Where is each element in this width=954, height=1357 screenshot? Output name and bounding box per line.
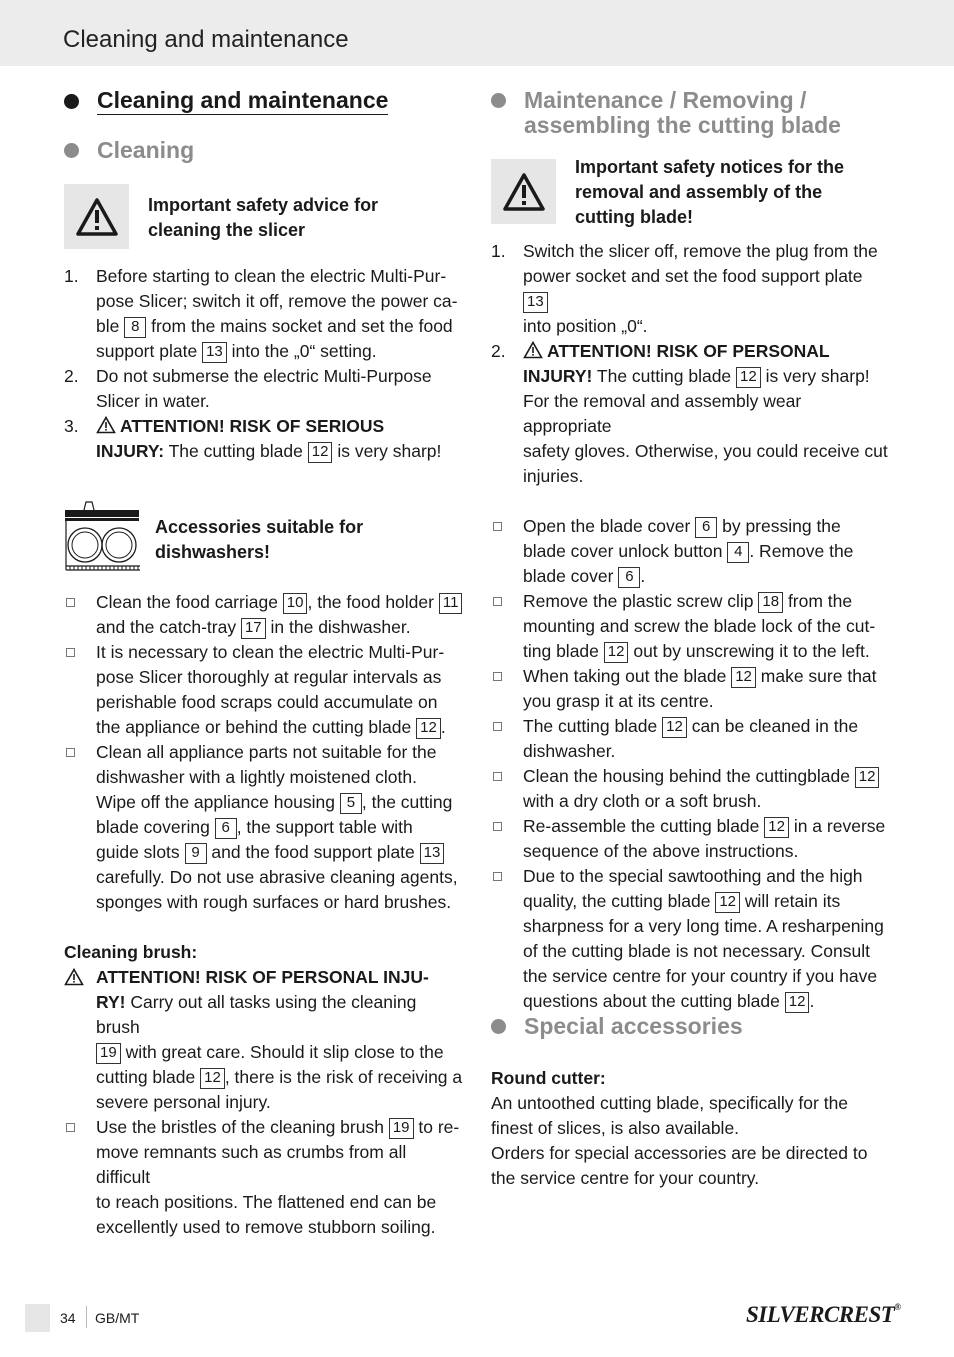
- part-ref-badge: 8: [124, 317, 146, 338]
- checkbox-square-icon: [66, 648, 75, 657]
- blade-steps-list: [491, 239, 891, 1014]
- warning-icon-box: [491, 159, 556, 224]
- checkbox-square-icon: [493, 672, 502, 681]
- round-cutter-section: Round cutter: An untoothed cutting blade, specifically for the finest of slices, is also available. Orders for special accessories are be directed to the service centre for your country.: [491, 1066, 891, 1191]
- list-item: Re-assemble the cutting blade 12 in a reverse sequence of the above instructions.: [491, 814, 891, 864]
- part-ref-badge: 12: [200, 1068, 225, 1089]
- checkbox-square-icon: [493, 772, 502, 781]
- checkbox-square-icon: [66, 748, 75, 757]
- round-cutter-heading: Round cutter:: [491, 1068, 606, 1088]
- warning-icon-box: [64, 184, 129, 249]
- footer-divider: [86, 1306, 87, 1328]
- part-ref-badge: 6: [618, 567, 640, 588]
- list-item: 2. ATTENTION! RISK OF PERSONAL INJURY! The cutting blade 12 is very sharp! For the removal and assembly wear appropriate safety gloves. Otherwise, you could receive cut injuries.: [491, 341, 888, 486]
- bullet-dot-icon: [64, 94, 79, 109]
- cleaning-brush-heading: Cleaning brush:: [64, 942, 198, 962]
- checkbox-square-icon: [493, 522, 502, 531]
- part-ref-badge: 9: [185, 843, 207, 864]
- list-item: Remove the plastic screw clip 18 from the mounting and screw the blade lock of the cut- ting blade 12 out by unscrewing it to the left.: [491, 589, 891, 664]
- list-item: Clean the housing behind the cuttingblade 12 with a dry cloth or a soft brush.: [491, 764, 891, 814]
- section-heading-cleaning-maintenance: Cleaning and maintenance: [64, 88, 388, 115]
- part-ref-badge: 12: [736, 367, 761, 388]
- warning-triangle-icon: [523, 341, 543, 359]
- bullet-dot-icon: [64, 143, 79, 158]
- checkbox-square-icon: [493, 822, 502, 831]
- region-code: GB/MT: [95, 1310, 140, 1326]
- list-item: 3. ATTENTION! RISK OF SERIOUS INJURY: The cutting blade 12 is very sharp!: [64, 416, 442, 461]
- part-ref-badge: 11: [439, 593, 463, 614]
- part-ref-badge: 12: [764, 817, 789, 838]
- part-ref-badge: 12: [308, 442, 333, 463]
- warning-triangle-icon: [96, 416, 116, 434]
- cleaning-brush-section: [64, 965, 464, 1240]
- warning-triangle-icon: [75, 197, 119, 237]
- dishwasher-safe-icon: [64, 500, 142, 572]
- part-ref-badge: 4: [727, 542, 749, 563]
- list-item: Open the blade cover 6 by pressing the blade cover unlock button 4 . Remove the blade cover 6 .: [491, 514, 891, 589]
- checkbox-square-icon: [493, 597, 502, 606]
- page-number: 34: [60, 1310, 76, 1326]
- list-item: 1. Before starting to clean the electric Multi-Pur- pose Slicer; switch it off, remove the power ca- ble 8 from the mains socket and set the food support plate 13 into the „0“ setting.: [64, 266, 458, 361]
- part-ref-badge: 12: [662, 717, 687, 738]
- checkbox-square-icon: [493, 722, 502, 731]
- checkbox-square-icon: [66, 598, 75, 607]
- warning-triangle-icon: [64, 968, 84, 986]
- part-ref-badge: 12: [785, 992, 810, 1013]
- part-ref-badge: 12: [416, 718, 441, 739]
- checkbox-square-icon: [66, 1123, 75, 1132]
- safety-notices-text: Important safety notices for the removal and assembly of the cutting blade!: [575, 157, 845, 227]
- checkbox-square-icon: [493, 872, 502, 881]
- bullet-dot-icon: [491, 93, 506, 108]
- section-heading-blade-maintenance: Maintenance / Removing / assembling the cutting blade: [491, 88, 841, 138]
- part-ref-badge: 13: [420, 843, 445, 864]
- list-item: Clean the food carriage 10 , the food holder 11 and the catch-tray 17 in the dishwasher.: [64, 590, 464, 640]
- part-ref-badge: 10: [283, 593, 308, 614]
- brush-warning: ATTENTION! RISK OF PERSONAL INJU- RY! Carry out all tasks using the cleaning brush 19 with great care. Should it slip close to the cutting blade 12 , there is the risk of receiving a severe personal injury.: [64, 965, 464, 1115]
- brand-logo: SILVERCREST®: [746, 1302, 901, 1327]
- part-ref-badge: 13: [523, 292, 548, 313]
- list-item: When taking out the blade 12 make sure that you grasp it at its centre.: [491, 664, 891, 714]
- section-heading-cleaning: Cleaning: [64, 138, 194, 163]
- part-ref-badge: 12: [855, 767, 880, 788]
- list-item: It is necessary to clean the electric Multi-Pur- pose Slicer thoroughly at regular intervals as perishable food scraps could accumulate on the appliance or behind the cutting blade 12 .: [64, 640, 464, 740]
- cleaning-steps-list: [64, 264, 464, 464]
- part-ref-badge: 18: [758, 592, 783, 613]
- part-ref-badge: 19: [96, 1043, 121, 1064]
- part-ref-badge: 19: [389, 1118, 414, 1139]
- warning-triangle-icon: [502, 172, 546, 212]
- part-ref-badge: 12: [715, 892, 740, 913]
- part-ref-badge: 13: [202, 342, 227, 363]
- part-ref-badge: 12: [731, 667, 756, 688]
- part-ref-badge: 6: [695, 517, 717, 538]
- footer-marker: [25, 1304, 50, 1332]
- dishwasher-bullet-list: [64, 590, 464, 915]
- page-title: Cleaning and maintenance: [63, 26, 349, 53]
- part-ref-badge: 17: [241, 618, 266, 639]
- list-item: Due to the special sawtoothing and the high quality, the cutting blade 12 will retain its sharpness for a very long time. A resharpening of the cutting blade is not necessary. Consult the service centre for your country if you have questions about the cutting blade 12 .: [491, 864, 891, 1014]
- safety-advice-text: Important safety advice for cleaning the slicer: [148, 195, 379, 240]
- part-ref-badge: 12: [604, 642, 629, 663]
- dishwasher-accessories-text: Accessories suitable for dishwashers!: [155, 517, 364, 562]
- part-ref-badge: 6: [215, 818, 237, 839]
- list-item: Use the bristles of the cleaning brush 19 to re- move remnants such as crumbs from all difficult to reach positions. The flattened end can be excellently used to remove stubborn soiling.: [64, 1115, 464, 1240]
- part-ref-badge: 5: [340, 793, 362, 814]
- list-item: Clean all appliance parts not suitable for the dishwasher with a lightly moistened cloth. Wipe off the appliance housing 5 , the cutting blade covering 6 , the support table with guide slots 9 and the food support plate 13 carefully. Do not use abrasive cleaning agents, sponges with rough surfaces or hard brushes.: [64, 740, 464, 915]
- bullet-dot-icon: [491, 1019, 506, 1034]
- list-item: 1. Switch the slicer off, remove the plug from the power socket and set the food support plate 13 into position „0“.: [491, 241, 878, 336]
- list-item: The cutting blade 12 can be cleaned in the dishwasher.: [491, 714, 891, 764]
- page-header-bar: [0, 0, 954, 66]
- list-item: 2. Do not submerse the electric Multi-Purpose Slicer in water.: [64, 366, 432, 411]
- section-heading-special-accessories: Special accessories: [491, 1014, 743, 1039]
